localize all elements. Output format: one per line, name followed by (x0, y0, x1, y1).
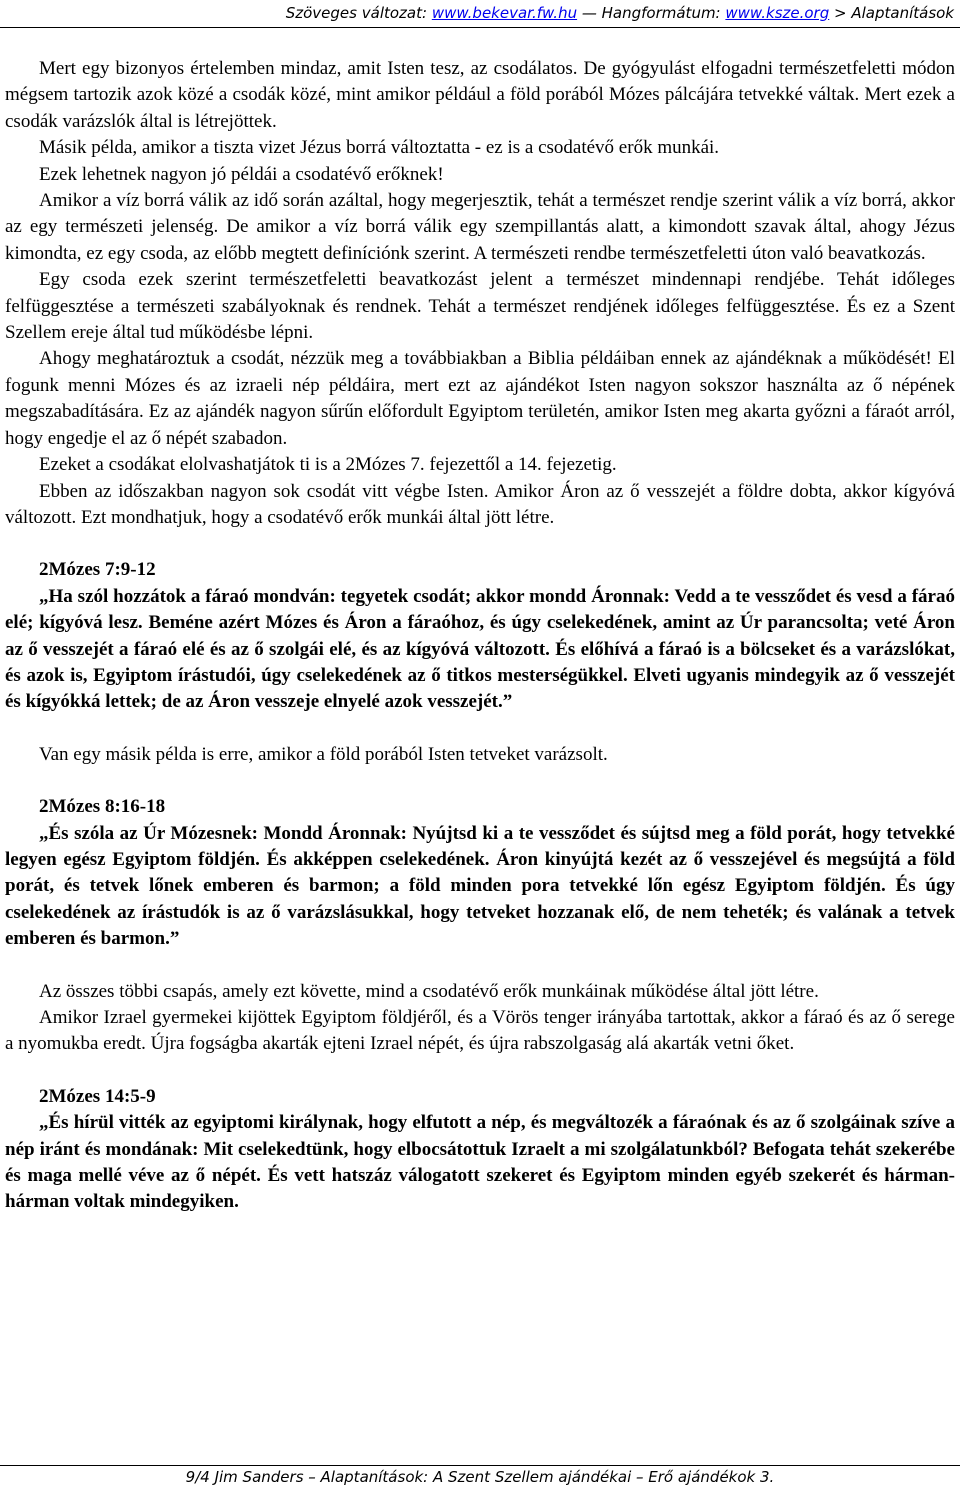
document-body (5, 56, 955, 1216)
paragraph: Egy csoda ezek szerint természetfeletti beavatkozást jelent a természet mindennapi rendjébe. Tehát időleges felfüggesztése a természeti szabályoknak és rendnek. Tehát a természet rendjének időleges felfüggesztése. És ez a Szent Szellem ereje által tud működésbe lépni. (5, 269, 955, 344)
header-link-bekevar[interactable]: www.bekevar.fw.hu (431, 4, 578, 22)
paragraph: Van egy másik példa is erre, amikor a föld porából Isten tetveket varázsolt. (39, 743, 608, 765)
header-prefix: Szöveges változat: (285, 4, 432, 22)
paragraph: Másik példa, amikor a tiszta vizet Jézus borrá változtatta - ez is a csodatévő erők munkái. (39, 137, 720, 159)
scripture-quote: „És szóla az Úr Mózesnek: Mondd Áronnak: Nyújtsd ki a te vessződet és sújtsd meg a föld porát, hogy tetvekké legyen egész Egyiptom földjén. És akképpen cselekedének. Áron kinyújtá kezét az ő vesszejével és megsújtá a föld porát, és tetvek lőnek emberen és barmon; a föld minden pora tetvekké lőn egész Egyiptom földjén. És úgy cselekedének az írástudók is az ő varázslásukkal, hogy tetveket hozzanak elő, de nem teheték; és valának a tetvek emberen és barmon.” (5, 822, 955, 950)
header-middle: — Hangformátum: (577, 4, 726, 22)
spacer (5, 716, 955, 742)
spacer (5, 531, 955, 557)
paragraph: Az összes többi csapás, amely ezt követte, mind a csodatévő erők munkáinak működése által jött létre. (39, 980, 819, 1002)
paragraph: Ahogy meghatároztuk a csodát, nézzük meg a továbbiakban a Biblia példáiban ennek az ajándéknak a működését! El fogunk menni Mózes és az izraeli nép példáira, mert ezt az ajándékot Isten nagyon sokszor használta az ő népének megszabadítására. Ez az ajándék nagyon sűrűn előfordult Egyiptom területén, amikor Isten meg akarta győzni a fáraót arról, hogy engedje el az ő népét szabadon. (5, 348, 955, 449)
page-header (0, 0, 960, 28)
spacer (5, 953, 955, 979)
paragraph: Ebben az időszakban nagyon sok csodát vitt végbe Isten. Amikor Áron az ő vesszejét a földre dobta, akkor kígyóvá változott. Ezt mondhatjuk, hogy a csodatévő erők munkái által jött létre. (5, 480, 955, 528)
scripture-reference: 2Mózes 7:9-12 (39, 559, 156, 581)
spacer (5, 1058, 955, 1084)
paragraph: Amikor Izrael gyermekei kijöttek Egyiptom földjéről, és a Vörös tenger irányába tartottak, akkor a fáraó és az ő serege a nyomukba eredt. Újra fogságba akarták ejteni Izrael népét, és újra rabszolgaság alá akarták vetni őket. (5, 1007, 955, 1055)
scripture-quote: „Ha szól hozzátok a fáraó mondván: tegyetek csodát; akkor mondd Áronnak: Vedd a te vessződet és vesd a fáraó elé; kígyóvá lesz. Beméne azért Mózes és Áron a fáraóhoz, és úgy cselekedének, amint az Úr parancsolta; veté Áron az ő vesszejét a fáraó elé és az ő szolgái elé, és az kígyóvá változott. És előhívá a fáraó is a bölcseket és a varázslókat, és azok is, Egyiptom írástudói, úgy cselekedének az ő titkos mesterségükkel. Elveti ugyanis mindegyik az ő vesszejét és kígyókká lettek; de az Áron vesszeje elnyelé azok vesszejét.” (5, 585, 955, 713)
paragraph: Ezeket a csodákat elolvashatjátok ti is a 2Mózes 7. fejezettől a 14. fejezetig. (39, 454, 617, 476)
scripture-reference: 2Mózes 8:16-18 (39, 796, 166, 818)
paragraph: Amikor a víz borrá válik az idő során azáltal, hogy megerjesztik, tehát a természet rendje szerint válik a víz borrá, akkor az egy természeti jelenség. De amikor a víz borrá válik egy szempillantás alatt, a kimondott szavak által, ahogy Jézus kimondta, ez egy csoda, az előbb megtett definíciónk szerint. A természeti rendbe természetfeletti úton való beavatkozás. (5, 190, 955, 264)
paragraph: Ezek lehetnek nagyon jó példái a csodatévő erőknek! (39, 163, 444, 185)
paragraph: Mert egy bizonyos értelemben mindaz, amit Isten tesz, az csodálatos. De gyógyulást elfogadni természetfeletti módon mégsem tartozik azok közé a csodák közé, mint amikor például a föld porából Mózes pálcájára tetvekké váltak. Mert ezek a csodák varázslók által is létrejöttek. (5, 58, 955, 132)
page-footer (0, 1465, 960, 1489)
header-link-ksze[interactable]: www.ksze.org (725, 4, 830, 22)
scripture-quote: „És hírül vitték az egyiptomi királynak, hogy elfutott a nép, és megváltozék a fáraónak és az ő szolgáinak szíve a nép iránt és mondának: Mit cselekedtünk, hogy elbocsátottuk Izraelt a mi szolgálatunkból? Befogata tehát szekerébe és maga mellé véve az ő népét. És vett hatszáz válogatott szekeret és Egyiptom minden egyéb szekerét és hárman-hárman voltak mindegyiken. (5, 1112, 955, 1213)
spacer (5, 768, 955, 794)
header-suffix: > Alaptanítások (829, 4, 954, 22)
footer-text: 9/4 Jim Sanders – Alaptanítások: A Szent Szellem ajándékai – Erő ajándékok 3. (185, 1468, 775, 1486)
scripture-reference: 2Mózes 14:5-9 (39, 1085, 156, 1107)
